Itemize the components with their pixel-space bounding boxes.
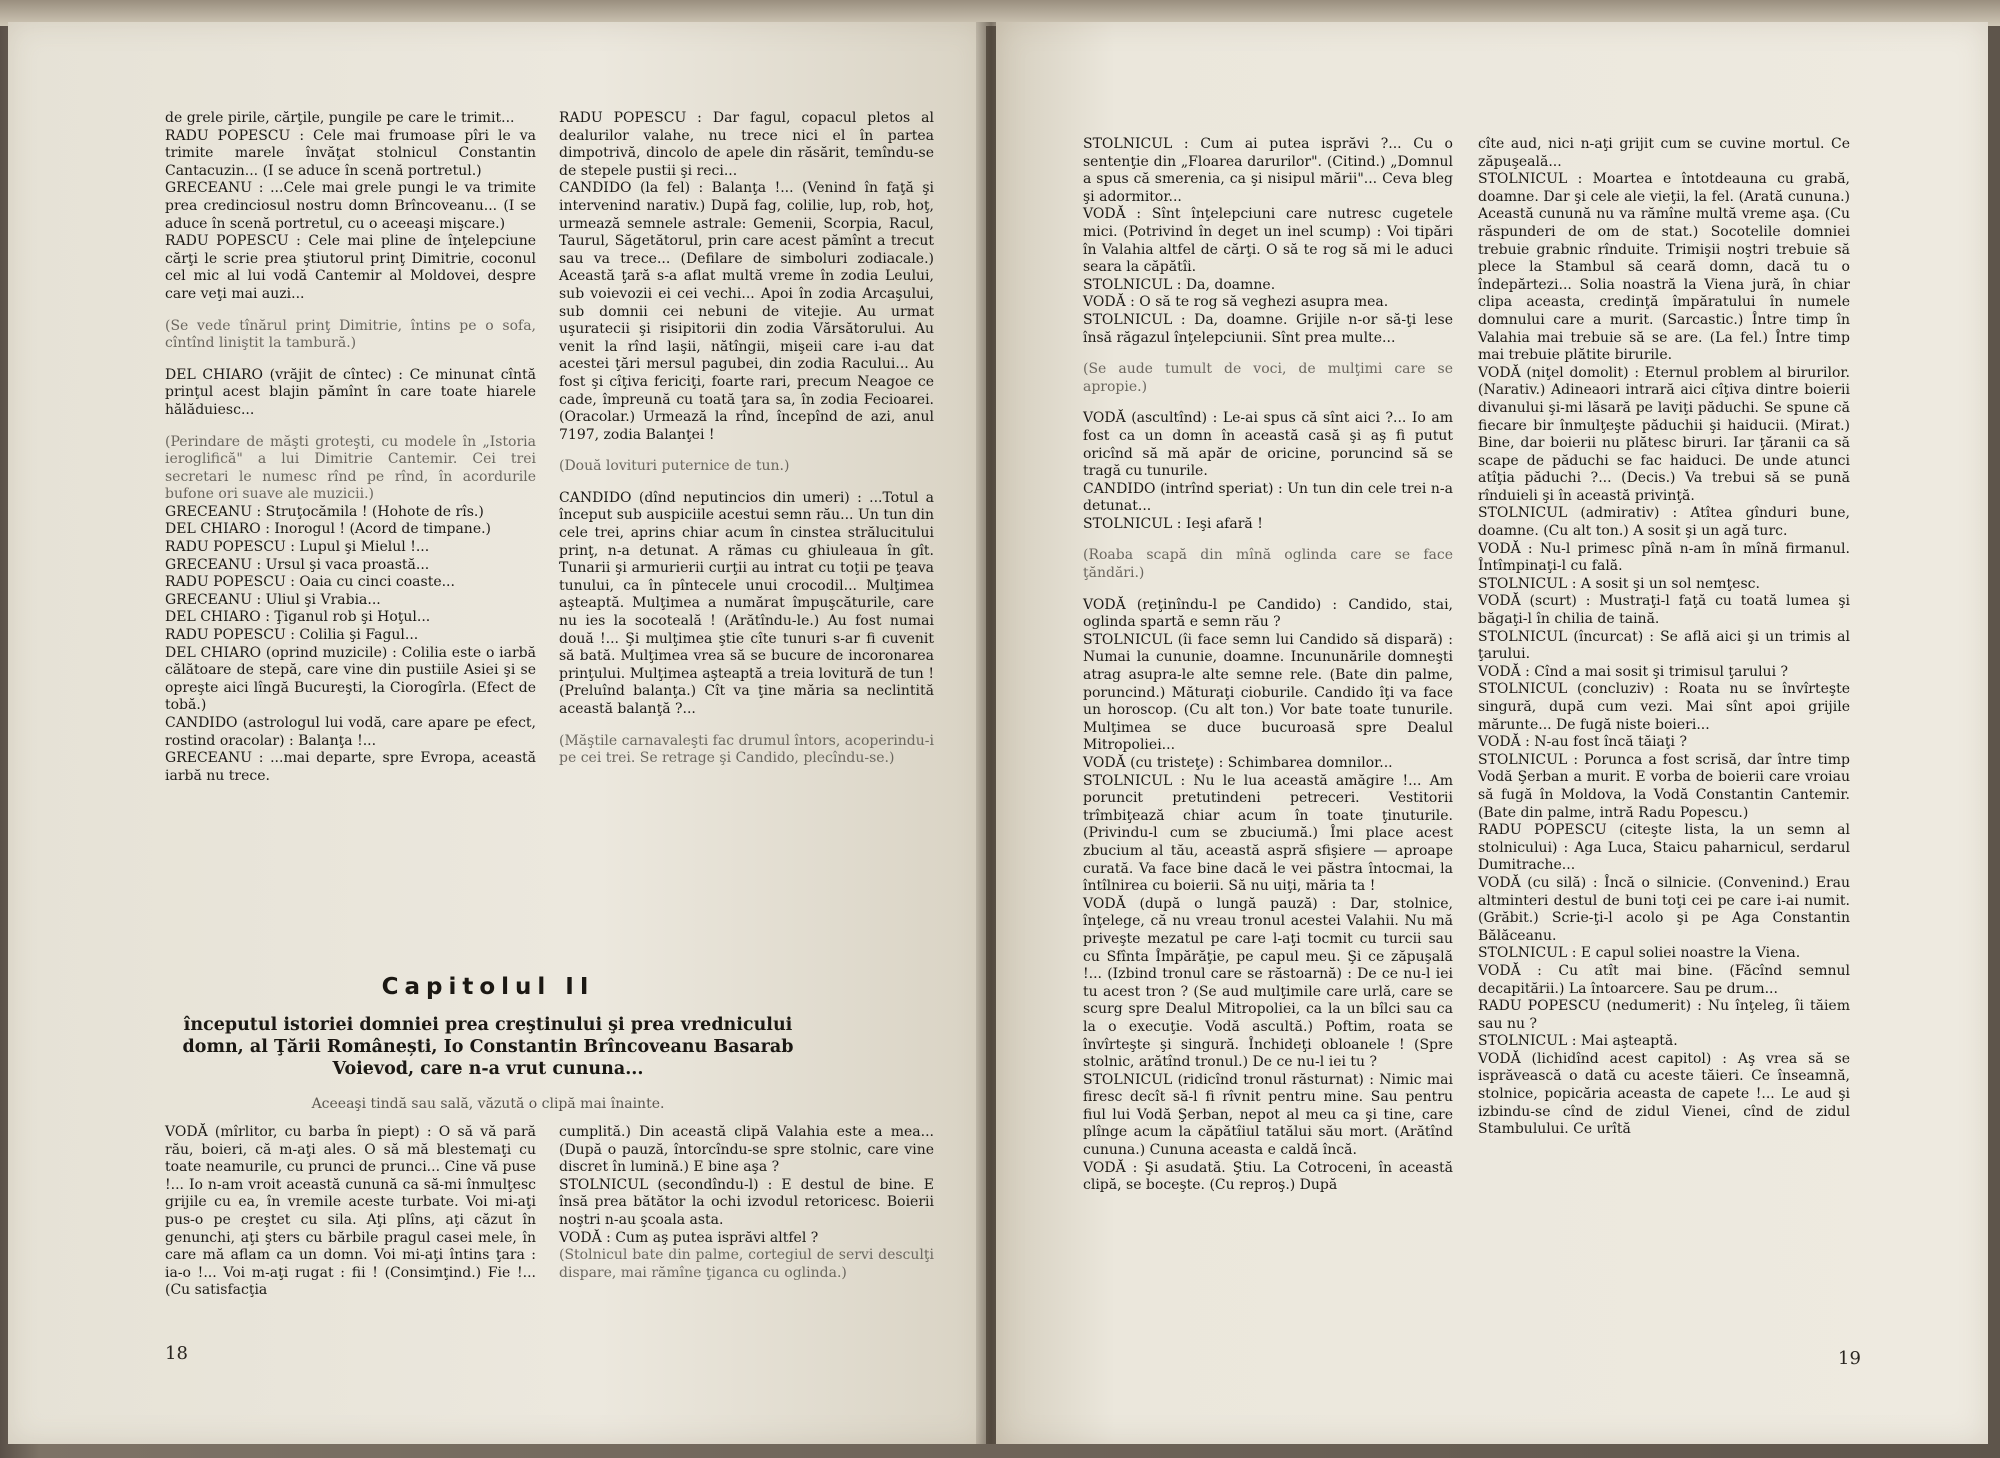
dialogue-paragraph: STOLNICUL (ridicînd tronul răsturnat) : Nimic mai firesc decît să-l fi rîvnit pentru mine. Sau pentru fiul lui Vodă Şerban, nepot al meu ca şi tine, care plînge acum la căpătîiul tatălui său mort. (Arătînd cununa.) Cununa aceasta e caldă încă. — [1083, 1071, 1453, 1159]
dialogue-paragraph: RADU POPESCU : Colilia şi Fagul... — [165, 627, 419, 644]
dialogue-paragraph: RADU POPESCU : Cele mai pline de înţelepciune cărţi le scrie prea ştiutorul prinţ Dimitrie, coconul cel mic al lui vodă Cantemir al Moldovei, despre care veţi mai auzi... — [165, 233, 536, 302]
left-page-column-1 — [165, 110, 536, 785]
page-number-right: 19 — [1838, 1348, 1861, 1369]
dialogue-paragraph: STOLNICUL : Ieşi afară ! — [1083, 515, 1263, 532]
dialogue-paragraph: RADU POPESCU : Oaia cu cinci coaste... — [165, 574, 455, 591]
left-page — [8, 22, 986, 1444]
stage-direction: (Perindare de măşti groteşti, cu modele în „Istoria ieroglifică" a lui Dimitrie Cantemir. Cei trei secretari le numesc rînd pe rînd, în acordurile bufone ori suave ale muzicii.) — [165, 433, 536, 503]
dialogue-paragraph: VODĂ (cu tristeţe) : Schimbarea domnilor... — [1083, 755, 1393, 771]
dialogue-paragraph: CANDIDO (dînd neputincios din umeri) : ...Totul a început sub auspiciile acestui semn rău... Un tun din cele trei, aprins chiar acum în cinstea strălucitului prinţ, n-a detunat. A rămas cu ghiuleaua în gît. Tunarii şi armurierii curţii au intrat cu toţii pe ţeava tunului, ca în pîntecele unui crocodil... Mulţimea aşteaptă. Mulţimea a numărat împuşcăturile, care nu ies la socoteală ! (Arătîndu-le.) Au fost numai două !... Şi mulţimea ştie cîte tunuri s-ar fi cuvenit să bată. Mulţimea vrea să se bucure de incoronarea prinţului. Mulţimea aşteaptă a treia lovitură de tun ! (Preluînd balanţa.) Cît va ţine măria sa neclintită această balanţă ?... — [559, 489, 934, 717]
dialogue-paragraph: STOLNICUL (încurcat) : Se află aici şi un trimis al ţarului. — [1478, 628, 1850, 663]
dialogue-paragraph: RADU POPESCU : Lupul şi Mielul !... — [165, 539, 430, 556]
dialogue-paragraph: cumplită.) Din această clipă Valahia este a mea... (După o pauză, întorcîndu-se spre stolnic, care vine discret în lumină.) E bine aşa ? — [559, 1124, 934, 1176]
dialogue-paragraph: STOLNICUL (îi face semn lui Candido să dispară) : Numai la cununie, doamne. Incununările domneşti atrag asupra-le alte semne rele. (Bate din palme, poruncind.) Măturaţi cioburile. Candido îţi va face un horoscop. (Cu alt ton.) Vor bate toate tunurile. Mulţimea se duce bucuroasă spre Dealul Mitropoliei... — [1083, 631, 1453, 754]
dialogue-paragraph: DEL CHIARO : Ţiganul rob şi Hoţul... — [165, 609, 431, 626]
paragraph-gap — [165, 304, 536, 318]
dialogue-paragraph: VODĂ (mîrlitor, cu barba în piept) : O să vă pară rău, boieri, că m-aţi ales. O să mă blestemaţi cu toate neamurile, cu prunci de prunci... Cine vă puse !... Io n-am vroit această cunună ca să-mi înmulţesc grijile cu ea, în vremile aceste turbate. Voi mi-aţi pus-o pe creştet cu sila. Aţi plîns, aţi căzut în genunchi, aţi şters cu bărbile pragul casei mele, în care mă aflam ca un domn. Voi mi-aţi întins ţara : ia-o !... Voi m-aţi rugat : fii ! (Consimţind.) Fie !... (Cu satisfacţia — [165, 1124, 536, 1299]
paragraph-gap — [559, 476, 934, 490]
dialogue-paragraph: STOLNICUL : Da, doamne. Grijile n-or să-ţi lese însă răgazul înţelepciunii. Sînt prea multe... — [1083, 311, 1453, 346]
dialogue-paragraph: VODĂ : Şi asudată. Ştiu. La Cotroceni, în această clipă, se boceşte. (Cu reproş.) După — [1083, 1159, 1453, 1194]
dialogue-paragraph: VODĂ : Cum aş putea isprăvi altfel ? — [559, 1229, 819, 1246]
dialogue-paragraph: VODĂ (scurt) : Mustraţi-l faţă cu toată lumea şi băgaţi-l în chilia de taină. — [1478, 593, 1850, 628]
dialogue-paragraph: STOLNICUL : Porunca a fost scrisă, dar între timp Vodă Şerban a murit. E vorba de boierii care vroiau să fugă în Moldova, la Vodă Constantin Cantemir. (Bate din palme, intră Radu Popescu.) — [1478, 751, 1850, 821]
stage-direction: (Se aude tumult de voci, de mulţimi care se apropie.) — [1083, 361, 1453, 395]
dialogue-paragraph: VODĂ : N-au fost încă tăiaţi ? — [1478, 734, 1687, 751]
chapter-title: Capitolul II — [381, 974, 595, 1000]
dialogue-paragraph: DEL CHIARO (vrăjit de cîntec) : Ce minunat cîntă prinţul acest blajin pămînt în care toate hiarele hălăduiesc... — [165, 366, 536, 418]
stage-direction: (Două lovituri puternice de tun.) — [559, 458, 790, 475]
dialogue-paragraph: GRECEANU : Ursul şi vaca proastă... — [165, 556, 430, 573]
paragraph-gap — [559, 444, 934, 458]
right-page — [996, 22, 1988, 1444]
dialogue-paragraph: STOLNICUL : Cum ai putea isprăvi ?... Cu o sentenţie din „Floarea darurilor". (Citind.) „Domnul a spus că smerenia, ca şi nisipul mării"... Ceva bleg şi adormitor... — [1083, 136, 1453, 205]
dialogue-paragraph: STOLNICUL : Mai aşteaptă. — [1478, 1033, 1678, 1050]
paragraph-gap — [1083, 533, 1453, 547]
stage-direction: (Stolnicul bate din palme, cortegiul de servi desculţi dispare, mai rămîne ţiganca cu oglinda.) — [559, 1247, 934, 1281]
dialogue-paragraph: STOLNICUL : E capul soliei noastre la Viena. — [1478, 945, 1801, 962]
dialogue-paragraph: CANDIDO (la fel) : Balanţa !... (Venind în faţă şi intervenind narativ.) După fag, colilie, lup, rob, hoţ, urmează semnele astrale: Gemenii, Scorpia, Racul, Taurul, Săgetătorul, prin care acest pămînt a trecut sau va trece... (Defilare de simboluri zodiacale.) Această ţară s-a aflat multă vreme în zodia Leului, sub voievozii ei cei vechi... Apoi în zodia Arcaşului, sub domnii cei nebuni de vitejie. Au urmat uşuratecii şi risipitorii din zodia Vărsătorului. Au venit la rînd laşii, nătîngii, mişeii care i-au dat acestei ţări mersul pagubei, din zodia Racului... Au fost şi cîţiva fericiţi, foarte rari, precum Neagoe ce cade, împreună cu toată ţara sa, în zodia Fecioarei. (Oracolar.) Urmează la rînd, începînd de azi, anul 7197, zodia Balanţei ! — [559, 180, 934, 443]
dialogue-paragraph: DEL CHIARO : Inorogul ! (Acord de timpane.) — [165, 521, 492, 538]
stage-direction: (Se vede tînărul prinţ Dimitrie, întins pe o sofa, cîntînd liniştit la tambură.) — [165, 317, 536, 352]
dialogue-paragraph: CANDIDO (astrologul lui vodă, care apare pe efect, rostind oracolar) : Balanţa !... — [165, 715, 536, 749]
page-number-left: 18 — [165, 1343, 188, 1364]
dialogue-paragraph: STOLNICUL : Da, doamne. — [1083, 276, 1276, 293]
dialogue-paragraph: cîte aud, nici n-aţi grijit cum se cuvine mortul. Ce zăpuşeală... — [1478, 136, 1850, 170]
dialogue-paragraph: VODĂ : Cînd a mai sosit şi trimisul ţarului ? — [1478, 663, 1789, 680]
dialogue-paragraph: VODĂ : Sînt înţelepciuni care nutresc cugetele mici. (Potrivind în deget un inel scump) : Voi tipări în Valahia altfel de cărţi. O să te rog să mi le aduci seara la căpătîi. — [1083, 206, 1453, 276]
dialogue-paragraph: GRECEANU : ...mai departe, spre Evropa, această iarbă nu trece. — [165, 750, 536, 784]
dialogue-paragraph: STOLNICUL : A sosit şi un sol nemţesc. — [1478, 575, 1760, 592]
dialogue-paragraph: VODĂ (cu silă) : Încă o silnicie. (Convenind.) Erau altminteri destul de buni toţi cei pe care i-ai numit. (Grăbit.) Scrie-ţi-l acolo şi pe Aga Constantin Bălăceanu. — [1478, 874, 1850, 944]
dialogue-paragraph: GRECEANU : ...Cele mai grele pungi le va trimite prea credinciosul nostru domn Brîncoveanu... (I se aduce în scenă portretul, cu o aceeaşi mişcare.) — [165, 180, 536, 232]
paragraph-gap — [1083, 583, 1453, 597]
paragraph-gap — [559, 719, 934, 733]
dialogue-paragraph: VODĂ (reţinîndu-l pe Candido) : Candido, stai, oglinda spartă e semn rău ? — [1083, 596, 1453, 631]
dialogue-paragraph: VODĂ : Cu atît mai bine. (Făcînd semnul decapitării.) La întoarcere. Sau pe drum... — [1478, 962, 1850, 997]
dialogue-paragraph: STOLNICUL (concluziv) : Roata nu se învîrteşte singură, după cum vezi. Mai sînt apoi grijile mărunte... De fugă niste boieri... — [1478, 681, 1850, 733]
left-page-column-3 — [165, 1124, 536, 1300]
dialogue-paragraph: DEL CHIARO (oprind muzicile) : Colilia este o iarbă călătoare de stepă, care vine din pustiile Asiei şi se opreşte aici lîngă Bucureşti, la Ciorogîrla. (Efect de tobă.) — [165, 644, 536, 714]
dialogue-paragraph: VODĂ : O să te rog să veghezi asupra mea. — [1083, 294, 1389, 311]
dialogue-paragraph: STOLNICUL : Nu le lua această amăgire !... Am poruncit pretutindeni petreceri. Vestitorii trîmbiţează chiar acum în toate ţinuturile. (Privindu-l cum se zbuciumă.) Îmi place acest zbucium al tău, această aspră sfişiere — aproape curată. Va face bine dacă le vei păstra întocmai, la întîlnirea cu boierii. Să nu uiţi, măria ta ! — [1083, 772, 1453, 895]
dialogue-paragraph: RADU POPESCU (citeşte lista, la un semn al stolnicului) : Aga Luca, Staicu paharnicul, serdarul Dumitrache... — [1478, 822, 1850, 874]
stage-direction: (Roaba scapă din mînă oglinda care se face ţăndări.) — [1083, 547, 1453, 582]
paragraph-gap — [165, 353, 536, 367]
right-page-column-1 — [1083, 136, 1453, 1195]
dialogue-paragraph: RADU POPESCU : Dar fagul, copacul pletos al dealurilor valahe, nu trece nici el în partea dimpotrivă, dincolo de apele din răsărit, temîndu-se de stepele pustii şi reci... — [559, 110, 934, 179]
dialogue-paragraph: STOLNICUL (secondîndu-l) : E destul de bine. E însă prea bătător la ochi izvodul retoricesc. Boierii noştri n-au şcoala asta. — [559, 1176, 934, 1228]
paragraph-gap — [1083, 396, 1453, 410]
dialogue-paragraph: RADU POPESCU : Cele mai frumoase pîri le va trimite marele învăţat stolnicul Constantin Cantacuzin... (I se aduce în scenă portretul.) — [165, 127, 536, 179]
paragraph-gap — [165, 420, 536, 434]
dialogue-paragraph: STOLNICUL (admirativ) : Atîtea gînduri bune, doamne. (Cu alt ton.) A sosit şi un agă turc. — [1478, 505, 1850, 540]
dialogue-paragraph: GRECEANU : Uliul şi Vrabia... — [165, 591, 381, 608]
dialogue-paragraph: RADU POPESCU (nedumerit) : Nu înţeleg, îi tăiem sau nu ? — [1478, 998, 1850, 1032]
dialogue-paragraph: STOLNICUL : Moartea e întotdeauna cu grabă, doamne. Dar şi cele ale vieţii, la fel. (Arată cununa.) Această cunună nu va rămîne multă vreme aşa. (Cu răspunderi de om de stat.) Socotelile domniei trebuie grabnic rînduite. Trimişii noştri trebuie să plece la Stambul să ceară domn, dacă tu o îndepărtezi... Solia noastră la Viena jură, în chiar clipa aceasta, credinţă împăratului în numele domnului care a murit. (Sarcastic.) Între timp în Valahia mai trebuie să se are. (La fel.) Între timp mai trebuie plătite birurile. — [1478, 171, 1850, 364]
chapter-subtitle: începutul istoriei domniei prea creştinului şi prea vrednicului domn, al Ţării Românești, Io Constantin Brîncoveanu Basarab Voievod, care n-a vrut cununa... — [182, 1015, 794, 1079]
left-page-column-4 — [559, 1124, 934, 1282]
dialogue-paragraph: VODĂ (niţel domolit) : Eternul problem al birurilor. (Narativ.) Adineaori intrară aici cîţiva dintre boierii divanului şi-mi lăsară pe laviţi păduchi. Se spune că fiecare bir înmulţeşte păduchii şi haiducii. (Mirat.) Bine, dar boierii nu plătesc biruri. Iar ţăranii ca să scape de păduchi se fac haiduci. De unde atunci atîţia păduchi ?... (Decis.) Va trebui să se pună rînduieli şi în această privinţă. — [1478, 364, 1850, 504]
dialogue-paragraph: VODĂ (ascultînd) : Le-ai spus că sînt aici ?... Io am fost ca un domn în această casă şi aş fi putut oricînd să mă apăr de oricine, poruncind să se tragă cu tunurile. — [1083, 410, 1453, 480]
dialogue-paragraph: VODĂ (lichidînd acest capitol) : Aş vrea să se isprăvească o dată cu aceste tăieri. Ce înseamnă, stolnice, popicăria aceasta de capete !... Le aud şi izbindu-se cînd de zidul Vienei, cînd de zidul Stambulului. Ce urîtă — [1478, 1050, 1850, 1138]
left-page-column-2 — [559, 110, 934, 768]
dialogue-paragraph: GRECEANU : Struţocămila ! (Hohote de rîs.) — [165, 503, 484, 520]
right-page-column-2 — [1478, 136, 1850, 1139]
stage-direction: (Măştile carnavaleşti fac drumul întors, acoperindu-i pe cei trei. Se retrage şi Candido, plecîndu-se.) — [559, 732, 934, 767]
chapter-scene-direction: Aceeaşi tindă sau sală, văzută o clipă mai înainte. — [311, 1096, 665, 1112]
dialogue-paragraph: CANDIDO (intrînd speriat) : Un tun din cele trei n-a detunat... — [1083, 480, 1453, 515]
dialogue-paragraph: de grele pirile, cărţile, pungile pe care le trimit... — [165, 110, 515, 126]
dialogue-paragraph: VODĂ : Nu-l primesc pînă n-am în mînă firmanul. Întîmpinaţi-l cu fală. — [1478, 540, 1850, 575]
dialogue-paragraph: VODĂ (după o lungă pauză) : Dar, stolnice, înţelege, că nu vreau tronul acestei Valahii. Nu mă priveşte mezatul pe care l-aţi tocmit cu turcii sau cu Sfînta Împărăţie, pe capul meu. Şi ce zăpuşală !... (Izbind tronul care se răstoarnă) : De ce nu-l iei tu acest tron ? (Se aud mulţimile care urlă, care se scurg spre Dealul Mitropoliei, ca la un bîlci sau ca la o execuţie. Vodă ascultă.) Poftim, roata se învîrteşte şi singură. Închideţi obloanele ! (Spre stolnic, arătînd tronul.) De ce nu-l iei tu ? — [1083, 895, 1453, 1071]
paragraph-gap — [1083, 347, 1453, 361]
